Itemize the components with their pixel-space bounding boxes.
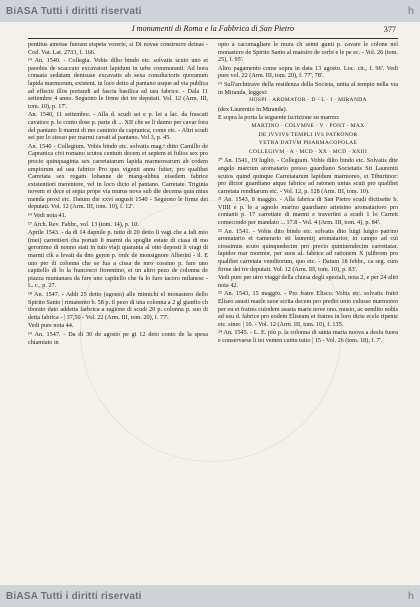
footnote-paragraph: ²¹ An. 1543, 8 maggio. - Alla fabrica di San Pietro scudi dictisette b. VIIII e p. le a agnolo marino guardiano arietsino aromatarioro pro contanti p. 17 carrettate di marmi e travertini a scudi 1 lo Carrett comecondo per mandato ... 17.8 - Vol. 4 (Arm. III, tom. 4), p. 84'.: [218, 196, 398, 227]
inscription-door-line: VETRA DATVM PHARMACOPOLAE: [258, 140, 358, 147]
footnote-paragraph: E sopra la porta la seguente iscrizione su marmo:: [218, 114, 340, 122]
footnote-paragraph: An. 1540 - Collegium. Vobis bindo etc. solvatis mag.ᵒ ditto Camillo de Capranica civi romano scutos centum decem et septem et fulios sex pro precio quinquaginta sex carretatarum lapida marmorearum ab codem empiorum ad usu fabrice Pro quo vigenti annu fuiter, pro qualibet Carretata sex rogam lohanne de mang-ubbus eisedem fabrice existentiori merentore, vel in loco dicto el pantano. Carretate. Triginta novem et dece et septa prope via murus nova sub die decema quta mius menda proxi etc. Datum die xxvi augusti 1540 - Seguono le firme dei deputati. Vol. 12 (Arm. III, tom. 10), f. 12'.: [28, 142, 208, 211]
footnote-paragraph: An. 1540, 11 settembre. - Alla d. scudi sei e p. let a lac. da frascati cavatore p. lo conto dose p. parte di ... XII che se li danno per cavar fora del pantano li marmi di mo caminio da capranica, come etc. - Altri scudi sei per lo stesso per marmi cavati al pantano. Vol 3, p. 45.: [28, 111, 208, 142]
footnote-paragraph: ²⁴ An. 1545. - L. E. più p. la colonna di santa maria nuova a desfa fuora e conservarse li tei vemen cuntu tutto | 15 - Vol. 26 (tom. 18), f. 7'.: [218, 329, 398, 344]
footnote-paragraph: ¹⁹ An. 1540. - Collegia. Vobis dilto bindo etc. solvatis scuto uno et paoobis de scaccuto excavatori lapidum in urbe commoranti. Ad hora conaata sedatam denisuae excavatis ab sexa consductoris quoranum lapida marmorum, existent. in loco detto al pantano usque ad via publica ad effectu illos portandi ad fascia basilica ad usu fabrice. - Dala 11 settembre 4 anno. Seguono le firme dei tre deputati. Vol. 12 (Arm. III, tom. 10), p. 17'.: [28, 57, 208, 110]
footnote-paragraph: Vedi pure per utro viaggi della chiesa degli speziali, nota 2, e per 24 altri nota 42.: [218, 274, 398, 289]
copyright-banner-top-right: h: [407, 5, 414, 17]
left-column: [28, 41, 208, 581]
footnote-paragraph: ¹⁹ An. 1547. - Da di 30 de agosto pe gi 12 deto conto de la spesa chiamiato in: [28, 330, 208, 346]
footnote-paragraph: ²³ An. 1543, 15 maggio. - Pro fratre Elisco. Vobis etc. solvatis fratri Eliseo asusti maele suoe scrita decem pro predio unio culusse marmoreo per eu et fratres cuiodem asasta marie nove ono. musto, ac uendito nobis ad usu d. fabrice pro eodem Eliseum et fratres in loro dicte ecele ripente etc. sinec | 10. - Vol. 12 (Arm. III, tom. 10), f. 135.: [218, 290, 398, 328]
footnote-paragraph: Aprile 1543. - da di 14 dapnile p. tutto di 20 detto li vagi che a fali mio (mei) carrettieri cha portati li marmi da spoglie estate di ciasa di mo geronimo di nonno stati in tuto viaji quaranta al otto deposti li viagi di marmi cik a levati da dno geron p. ordc de monsignore Alberini - il. E uno per di colonna che se fua a cissa de mro cossino p. fare uno capitello di lo la francesco fiorentino, et un altro pezo de colonna de piazza muntanara da fare uno capitello che fa lo furo iacoro milanese - L. c., p. 27.: [28, 229, 208, 290]
copyright-banner-top: [0, 0, 420, 22]
footnote-paragraph: ¹⁷ Arch. Rev. Fabbr., vol. 13 (tom. 14), p. 10.: [28, 220, 139, 228]
inscription-architrave: HOSPI · AROMATOR · D · L · I · MIRANDA: [249, 97, 367, 104]
footnote-paragraph: Altro pagamento come sopra in data 13 agosto. Loc. cit., f. 96'. Vedi pure vol. 22 (Arm. III, tom. 20), f. 77', 78'.: [218, 64, 398, 80]
inscription-door-line: MARTINO · COLVMNE · V · PONT · MAX: [251, 122, 365, 129]
right-column: [218, 41, 398, 581]
footnote-paragraph: Vedi pure nota 44.: [28, 322, 74, 330]
footnote-paragraph: ¹⁹ Sull'architrave della residenza della Societa, unita al tempio nella via in Miranda, leggesi:: [218, 80, 398, 96]
text-columns: [28, 41, 398, 581]
inscription-door-line: COLLEGIVM · A · MCD · XX · MCD · XXIII: [248, 148, 368, 155]
footnote-paragraph: opto a cacomagliare le mura ch senni gunti p. cavare le colone nel monastero de Spirito Santo al maesiro de cerbi e le pe ec. - Vol. 26 (tom. 25), f. 95'.: [218, 41, 398, 64]
page-number: 377: [383, 25, 396, 34]
footnote-paragraph: (dex Laurentio in Miranda).: [218, 105, 288, 113]
inscription-door-line: DE IVVIVS TEMPLI IVS PATRONOR: [258, 131, 358, 138]
copyright-banner-top-text: BiASA Tutti i diritti riservati: [6, 5, 142, 17]
running-title: I monumenti di Roma e la Fabbrica di San Pietro: [131, 24, 295, 33]
footnote-paragraph: pentitus amotae fuerant eispeta vorerie, si Di novae construcre deinas - Cod. Vat. Lat. 2733, f. 166.: [28, 41, 208, 56]
copyright-banner-bottom-right: h: [407, 590, 414, 602]
footnote-paragraph: ¹⁸ An. 1547. - Addi 25 detto (agosto) alle mimichi el monastero dello Spirito Santo | rimanento b. 58 p. il pezo di una colonna a 2 gl gianfio ch iborato dato addetta farbrica a ragione di scudi 20 p. colonna p. suo di detta fabrica - | 37,50 - Vol. 22 (Arm. III, tom. 20), f. 77'.: [28, 291, 208, 321]
footnote-paragraph: ¹⁹ Vedi nota 41.: [28, 212, 67, 220]
copyright-banner-bottom: [0, 585, 420, 607]
running-header: [28, 24, 398, 39]
footnote-paragraph: ²⁰ An. 1541, 19 luglio. - Collegium. Vobis dilto bindo etc. Solvatis dite angelo marcum aromatario presso guardiano Societatis Sti Laurentii scutos quind quinque Carretatarum lapidum marmoreo, et Tiburtinor: pro dictor guardiano atque fabrice ad ratonen unius scuti pro qualibet carretata renditarum etc. - Vol. 12, p. 128 (Arm. III, tom. 10).: [218, 157, 398, 195]
copyright-banner-bottom-text: BiASA Tutti i diritti riservati: [6, 590, 142, 602]
footnote-paragraph: ²² An. 1541. - Vobis dito bindo etc. solvatis dito luigi luigio patrino aromatario et camerario sti laurentij aromatarior, in campo ad cui ciossimus scuto quinquedecim pro precio quintuendecim carrettatar. lapidor mar mormor, per suos al. fabrice ad rationem X julibrom pro qualibet carretata venditorum, quo etc. - Datum 18 febbr., ca seg. cum firme dei tre deputati. Vol. 12 (Arm. III, tom. 10), p. 83'.: [218, 227, 398, 273]
